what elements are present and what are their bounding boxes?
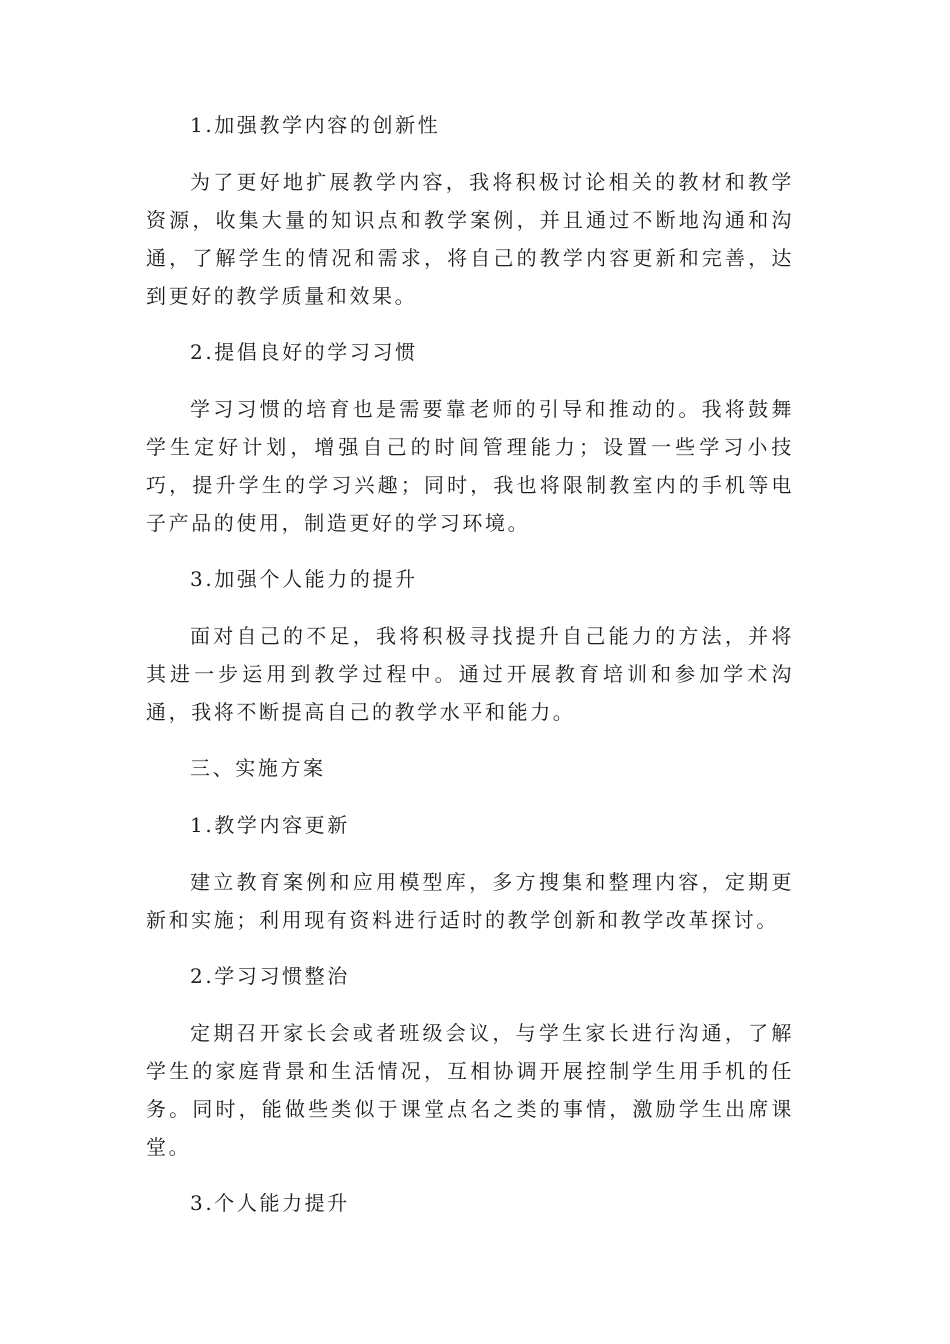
paragraph-innovation: 为了更好地扩展教学内容，我将积极讨论相关的教材和教学资源，收集大量的知识点和教学案例，并且通过不断地沟通和沟通，了解学生的情况和需求，将自己的教学内容更新和完善，达到更好的教学质量和效果。 — [146, 170, 794, 308]
section-heading-enhance-innovation: 1.加强教学内容的创新性 — [190, 113, 441, 137]
section-heading-habit-rectification: 2.学习习惯整治 — [190, 964, 350, 988]
section-heading-ability-improvement: 3.个人能力提升 — [190, 1191, 350, 1215]
chapter-heading-implementation-plan: 三、实施方案 — [190, 756, 326, 780]
section-heading-study-habits: 2.提倡良好的学习习惯 — [190, 340, 418, 364]
paragraph-personal-ability: 面对自己的不足，我将积极寻找提升自己能力的方法，并将其进一步运用到教学过程中。通过开展教育培训和参加学术沟通，我将不断提高自己的教学水平和能力。 — [146, 624, 794, 724]
section-heading-personal-ability: 3.加强个人能力的提升 — [190, 567, 418, 591]
paragraph-content-update: 建立教育案例和应用模型库，多方搜集和整理内容，定期更新和实施；利用现有资料进行适时的教学创新和教学改革探讨。 — [146, 870, 794, 932]
section-heading-content-update: 1.教学内容更新 — [190, 813, 350, 837]
paragraph-study-habits: 学习习惯的培育也是需要靠老师的引导和推动的。我将鼓舞学生定好计划，增强自己的时间管理能力；设置一些学习小技巧，提升学生的学习兴趣；同时，我也将限制教室内的手机等电子产品的使用，制造更好的学习环境。 — [146, 397, 794, 535]
paragraph-habit-rectification: 定期召开家长会或者班级会议，与学生家长进行沟通，了解学生的家庭背景和生活情况，互相协调开展控制学生用手机的任务。同时，能做些类似于课堂点名之类的事情，激励学生出席课堂。 — [146, 1021, 794, 1159]
document-body — [146, 106, 794, 1241]
